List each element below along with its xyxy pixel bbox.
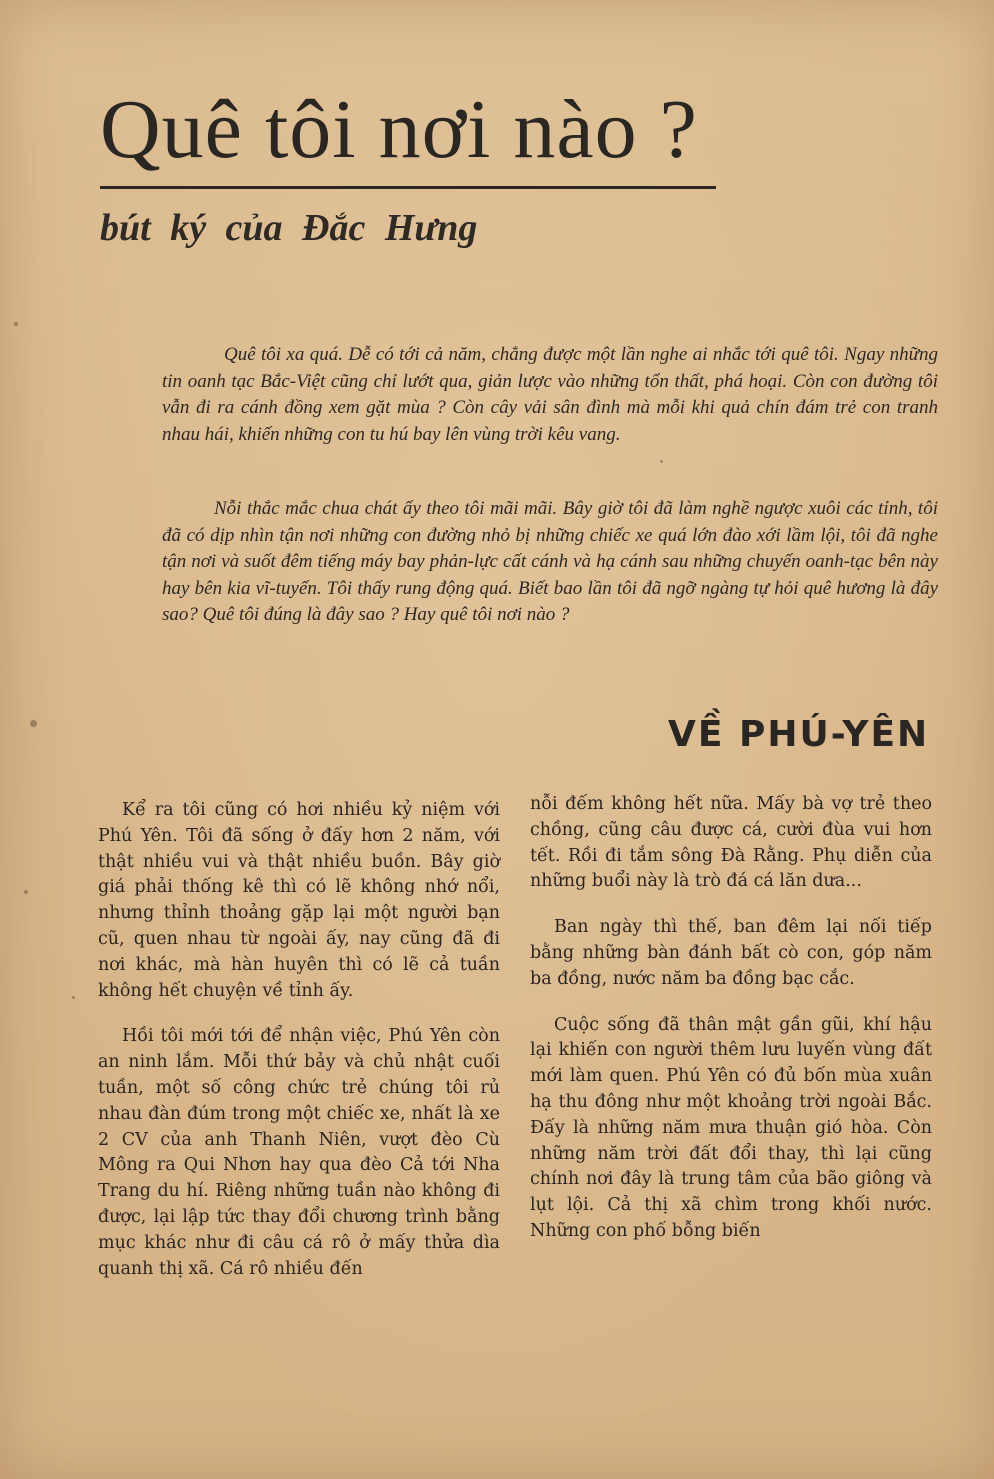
paper-speck: [30, 720, 37, 727]
right-column: [530, 792, 932, 1265]
right-paragraph-1: nỗi đếm không hết nữa. Mấy bà vợ trẻ theo chồng, cũng câu được cá, cười đùa vui hơn tết. Rồi đi tắm sông Đà Rằng. Phụ diễn của những buổi này là trò đá cá lăn dưa...: [530, 794, 932, 892]
intro-paragraph-1: Quê tôi xa quá. Dễ có tới cả năm, chẳng được một lần nghe ai nhắc tới quê tôi. Ngay những tin oanh tạc Bắc-Việt cũng chỉ lướt qua, giản lược vào những tổn thất, phá hoại. Còn con đường tôi vẫn đi ra cánh đồng xem gặt mùa ? Còn cây vải sân đình mà mỗi khi quả chín đám trẻ con tranh nhau hái, khiến những con tu hú bay lên vùng trời kêu vang.: [162, 344, 938, 445]
left-column: [98, 798, 500, 1302]
title-rule: [100, 186, 716, 189]
left-paragraph-2: Hồi tôi mới tới để nhận việc, Phú Yên còn an ninh lắm. Mỗi thứ bảy và chủ nhật cuối tuần, một số công chức trẻ chúng tôi rủ nhau đàn đúm trong một chiếc xe, nhất là xe 2 CV của anh Thanh Niên, vượt đèo Cù Mông ra Qui Nhơn hay qua đèo Cả tới Nha Trang du hí. Riêng những tuần nào không đi được, lại lập tức thay đổi chương trình bằng mục khác như đi câu cá rô ở mấy thửa dìa quanh thị xã. Cá rô nhiều đến: [98, 1026, 500, 1279]
right-paragraph-3: Cuộc sống đã thân mật gần gũi, khí hậu lại khiến con người thêm lưu luyến vùng đất mới làm quen. Phú Yên có đủ bốn mùa xuân hạ thu đông như một khoảng trời ngoài Bắc. Đấy là những năm mưa thuận gió hòa. Còn những năm trời đất đổi thay, thì lại cũng chính nơi đây là trung tâm của bão giông và lụt lội. Cả thị xã chìm trong khối nước. Những con phố bỗng biến: [530, 1014, 932, 1241]
article-byline: bút ký của Đắc Hưng: [100, 207, 478, 249]
paper-speck: [24, 890, 28, 894]
paper-speck: [72, 996, 75, 999]
left-paragraph-1: Kể ra tôi cũng có hơi nhiều kỷ niệm với Phú Yên. Tôi đã sống ở đấy hơn 2 năm, với thật nhiều vui và thật nhiều buồn. Bây giờ giá phải thống kê thì có lẽ không nhớ nổi, nhưng thỉnh thoảng gặp lại một người bạn cũ, quen nhau từ ngoài ấy, nay cũng đã đi nơi khác, mà hàn huyên thì có lẽ cả tuần không hết chuyện về tỉnh ấy.: [98, 800, 500, 1001]
section-heading: VỀ PHÚ-YÊN: [668, 714, 930, 755]
right-paragraph-2: Ban ngày thì thế, ban đêm lại nối tiếp bằng những bàn đánh bất cò con, góp năm ba đồng, nước năm ba đồng bạc cắc.: [530, 917, 932, 989]
article-title: Quê tôi nơi nào ?: [100, 83, 698, 176]
paper-speck: [660, 460, 663, 463]
intro-paragraph-2: Nỗi thắc mắc chua chát ấy theo tôi mãi mãi. Bây giờ tôi đã làm nghề ngược xuôi các tỉnh, tôi đã có dịp nhìn tận nơi những con đường nhỏ bị những chiếc xe quá lớn đào xới lầm lội, tôi đã nghe tận nơi và suốt đêm tiếng máy bay phản-lực cất cánh và hạ cánh sau những chuyến oanh-tạc bên này hay bên kia vĩ-tuyến. Tôi thấy rung động quá. Biết bao lần tôi đã ngỡ ngàng tự hỏi quê hương là đây sao? Quê tôi đúng là đây sao ? Hay quê tôi nơi nào ?: [162, 498, 938, 625]
paper-speck: [14, 322, 18, 326]
